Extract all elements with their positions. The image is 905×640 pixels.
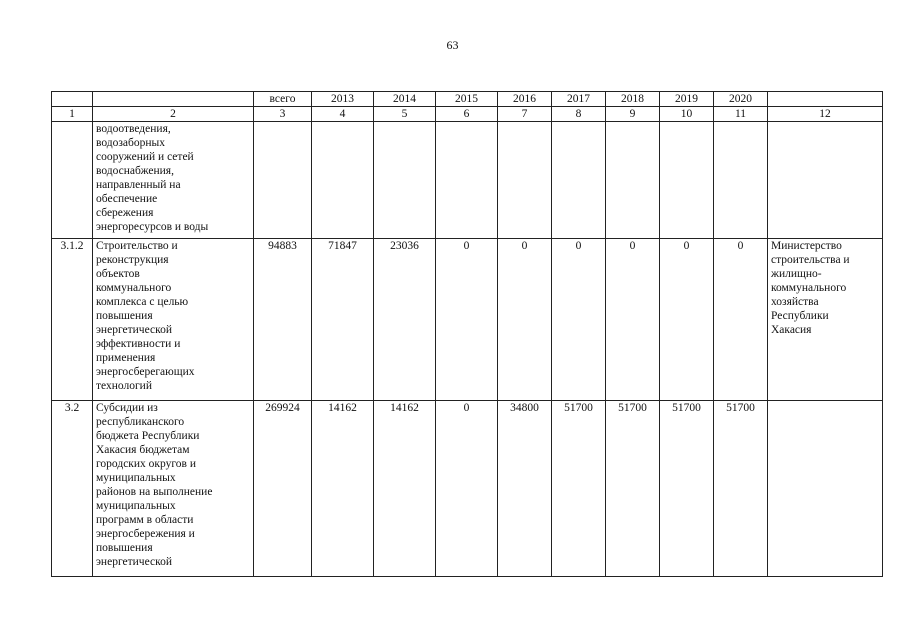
value-2015: 0 — [436, 401, 498, 577]
years-header-row — [52, 92, 883, 107]
value-2018: 51700 — [606, 401, 660, 577]
value-2020 — [714, 122, 768, 239]
value-2013 — [312, 122, 374, 239]
value-2015: 0 — [436, 239, 498, 401]
row-number — [52, 122, 93, 239]
value-2020: 51700 — [714, 401, 768, 577]
header-cell-year: 2015 — [436, 92, 498, 107]
value-2017: 0 — [552, 239, 606, 401]
col-number-cell: 12 — [768, 107, 883, 122]
value-2013: 71847 — [312, 239, 374, 401]
page-number: 63 — [446, 38, 459, 52]
header-cell-total: всего — [254, 92, 312, 107]
value-2016: 0 — [498, 239, 552, 401]
column-number-row — [52, 107, 883, 122]
row-executor: Министерство строительства и жилищно- коммунального хозяйства Республики Хакасия — [768, 239, 883, 401]
col-number-cell: 6 — [436, 107, 498, 122]
header-cell-year: 2019 — [660, 92, 714, 107]
value-2016 — [498, 122, 552, 239]
value-total: 269924 — [254, 401, 312, 577]
value-2018: 0 — [606, 239, 660, 401]
table-row — [52, 401, 883, 577]
header-cell — [93, 92, 254, 107]
value-total: 94883 — [254, 239, 312, 401]
row-executor — [768, 401, 883, 577]
row-description: Строительство и реконструкция объектов коммунального комплекса с целью повышения энергетической эффективности и применения энергосберегающих технологий — [93, 239, 254, 401]
row-number: 3.1.2 — [52, 239, 93, 401]
value-2014 — [374, 122, 436, 239]
header-cell — [768, 92, 883, 107]
value-2015 — [436, 122, 498, 239]
value-2018 — [606, 122, 660, 239]
col-number-cell: 2 — [93, 107, 254, 122]
value-total — [254, 122, 312, 239]
col-number-cell: 10 — [660, 107, 714, 122]
table-row — [52, 239, 883, 401]
header-cell — [52, 92, 93, 107]
value-2019: 0 — [660, 239, 714, 401]
col-number-cell: 3 — [254, 107, 312, 122]
col-number-cell: 11 — [714, 107, 768, 122]
col-number-cell: 5 — [374, 107, 436, 122]
header-cell-year: 2013 — [312, 92, 374, 107]
col-number-cell: 9 — [606, 107, 660, 122]
row-executor — [768, 122, 883, 239]
header-cell-year: 2017 — [552, 92, 606, 107]
value-2017 — [552, 122, 606, 239]
row-number: 3.2 — [52, 401, 93, 577]
value-2014: 23036 — [374, 239, 436, 401]
col-number-cell: 8 — [552, 107, 606, 122]
header-cell-year: 2014 — [374, 92, 436, 107]
col-number-cell: 4 — [312, 107, 374, 122]
header-cell-year: 2020 — [714, 92, 768, 107]
value-2016: 34800 — [498, 401, 552, 577]
row-description: Субсидии из республиканского бюджета Республики Хакасия бюджетам городских округов и муниципальных районов на выполнение муниципальных программ в области энергосбережения и повышения энергетической — [93, 401, 254, 577]
header-cell-year: 2018 — [606, 92, 660, 107]
table-row — [52, 122, 883, 239]
value-2019: 51700 — [660, 401, 714, 577]
header-cell-year: 2016 — [498, 92, 552, 107]
value-2013: 14162 — [312, 401, 374, 577]
row-description: водоотведения, водозаборных сооружений и сетей водоснабжения, направленный на обеспечение сбережения энергоресурсов и воды — [93, 122, 254, 239]
col-number-cell: 1 — [52, 107, 93, 122]
value-2014: 14162 — [374, 401, 436, 577]
program-table — [51, 91, 883, 577]
value-2017: 51700 — [552, 401, 606, 577]
col-number-cell: 7 — [498, 107, 552, 122]
value-2020: 0 — [714, 239, 768, 401]
value-2019 — [660, 122, 714, 239]
